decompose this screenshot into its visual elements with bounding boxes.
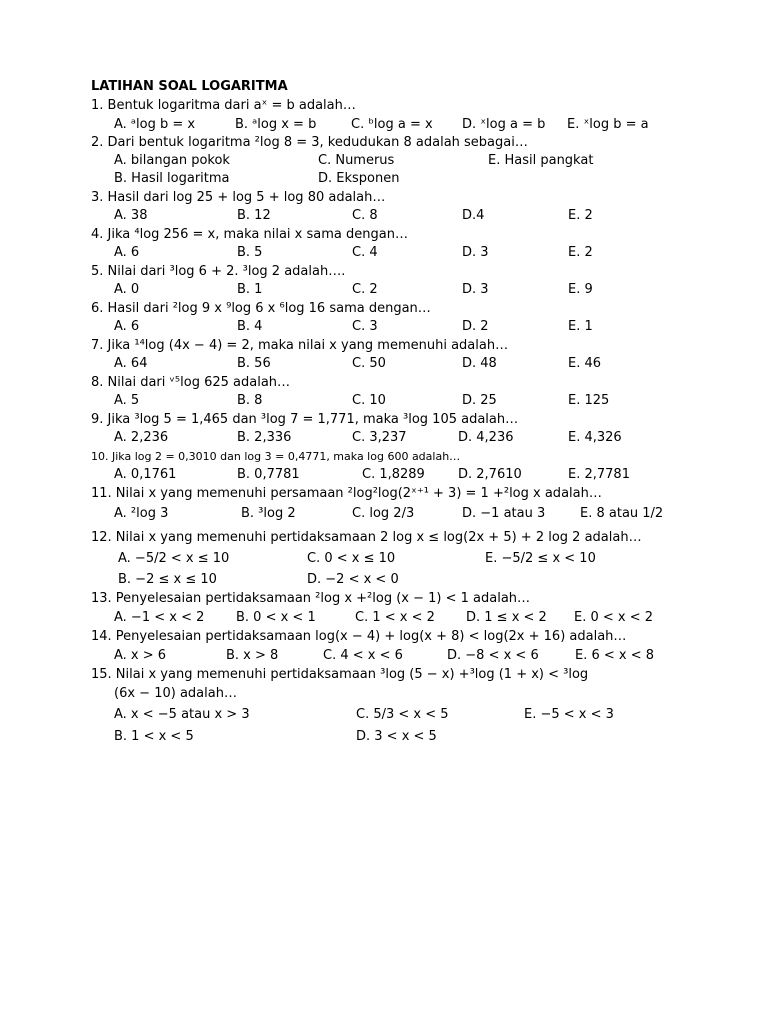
option-e: E. 0 < x < 2 [574,610,654,625]
option-c: C. 3,237 [352,430,407,445]
option-a: A. 0,1761 [114,467,177,482]
option-a: A. 38 [114,208,148,223]
question-14: 14. Penyelesaian pertidaksamaan log(x − 4) + log(x + 8) < log(2x + 16) adalah… [91,629,627,644]
option-a: A. ²log 3 [114,506,169,521]
option-b: B. 1 [237,282,263,297]
option-a: A. 0 [114,282,140,297]
option-a: A. −5/2 < x ≤ 10 [118,551,230,566]
option-d: D. −8 < x < 6 [447,648,539,663]
option-a: A. −1 < x < 2 [114,610,205,625]
question-12: 12. Nilai x yang memenuhi pertidaksamaan 2 log x ≤ log(2x + 5) + 2 log 2 adalah… [91,530,642,545]
option-b: B. 0,7781 [237,467,300,482]
question-5: 5. Nilai dari ³log 6 + 2. ³log 2 adalah…. [91,264,346,279]
option-c: C. 4 < x < 6 [323,648,403,663]
option-b: B. ³log 2 [241,506,296,521]
option-e: E. −5/2 ≤ x < 10 [485,551,596,566]
option-c: C. 1,8289 [362,467,425,482]
option-d: D. 1 ≤ x < 2 [466,610,547,625]
option-b: B. x > 8 [226,648,279,663]
option-d: D. Eksponen [318,171,400,186]
option-a: A. x > 6 [114,648,167,663]
option-a: A. 64 [114,356,148,371]
option-b: B. 1 < x < 5 [114,729,194,744]
option-b: B. 2,336 [237,430,292,445]
option-b: B. −2 ≤ x ≤ 10 [118,572,217,587]
question-4: 4. Jika ⁴log 256 = x, maka nilai x sama dengan… [91,227,408,242]
option-c: C. 50 [352,356,386,371]
option-b: B. 5 [237,245,263,260]
option-b: B. 0 < x < 1 [236,610,316,625]
option-e: E. 46 [568,356,602,371]
question-6: 6. Hasil dari ²log 9 x ⁹log 6 x ⁶log 16 sama dengan… [91,301,431,316]
question-15-continuation: (6x − 10) adalah… [114,686,237,701]
option-d: D.4 [462,208,485,223]
option-e: E. 4,326 [568,430,622,445]
question-1: 1. Bentuk logaritma dari aˣ = b adalah… [91,98,356,113]
option-e: E. 9 [568,282,593,297]
option-d: D. 48 [462,356,497,371]
question-9: 9. Jika ³log 5 = 1,465 dan ³log 7 = 1,771, maka ³log 105 adalah… [91,412,519,427]
option-b: B. 56 [237,356,271,371]
option-b: B. 12 [237,208,271,223]
option-d: D. ˣlog a = b [462,117,546,132]
option-e: E. 6 < x < 8 [575,648,655,663]
option-a: A. bilangan pokok [114,153,230,168]
option-d: D. 3 < x < 5 [356,729,437,744]
question-13: 13. Penyelesaian pertidaksamaan ²log x +²log (x − 1) < 1 adalah… [91,591,531,606]
worksheet-title: LATIHAN SOAL LOGARITMA [91,79,288,94]
option-b: B. 8 [237,393,263,408]
option-e: E. 2,7781 [568,467,630,482]
option-c: C. 8 [352,208,378,223]
option-a: A. 5 [114,393,140,408]
option-c: C. 1 < x < 2 [355,610,435,625]
option-e: E. 2 [568,208,593,223]
option-a: A. ᵃlog b = x [114,117,196,132]
option-c: C. log 2/3 [352,506,415,521]
option-e: E. 1 [568,319,593,334]
option-d: D. 2 [462,319,489,334]
option-b: B. 4 [237,319,263,334]
option-e: E. −5 < x < 3 [524,707,614,722]
option-d: D. −1 atau 3 [462,506,546,521]
option-e: E. 8 atau 1/2 [580,506,664,521]
option-d: D. 4,236 [458,430,514,445]
option-e: E. 125 [568,393,610,408]
option-c: C. 4 [352,245,378,260]
question-7: 7. Jika ¹⁴log (4x − 4) = 2, maka nilai x yang memenuhi adalah… [91,338,509,353]
option-d: D. 2,7610 [458,467,522,482]
option-d: D. −2 < x < 0 [307,572,399,587]
question-15: 15. Nilai x yang memenuhi pertidaksamaan ³log (5 − x) +³log (1 + x) < ³log [91,667,589,682]
option-a: A. 6 [114,245,140,260]
option-a: A. x < −5 atau x > 3 [114,707,250,722]
question-10: 10. Jika log 2 = 0,3010 dan log 3 = 0,4771, maka log 600 adalah… [91,450,461,463]
option-e: E. ˣlog b = a [567,117,649,132]
option-c: C. 0 < x ≤ 10 [307,551,396,566]
option-c: C. ᵇlog a = x [351,117,433,132]
question-8: 8. Nilai dari ᵛ⁵log 625 adalah… [91,375,291,390]
option-e: E. Hasil pangkat [488,153,594,168]
option-c: C. 10 [352,393,386,408]
option-a: A. 2,236 [114,430,169,445]
question-3: 3. Hasil dari log 25 + log 5 + log 80 adalah… [91,190,386,205]
option-d: D. 3 [462,282,489,297]
question-11: 11. Nilai x yang memenuhi persamaan ²log²log(2ˣ⁺¹ + 3) = 1 +²log x adalah… [91,486,602,501]
question-2: 2. Dari bentuk logaritma ²log 8 = 3, kedudukan 8 adalah sebagai… [91,135,528,150]
option-c: C. Numerus [318,153,395,168]
option-b: B. ᵃlog x = b [235,117,317,132]
option-c: C. 5/3 < x < 5 [356,707,449,722]
option-d: D. 25 [462,393,497,408]
option-c: C. 2 [352,282,378,297]
option-d: D. 3 [462,245,489,260]
option-c: C. 3 [352,319,378,334]
option-b: B. Hasil logaritma [114,171,230,186]
option-a: A. 6 [114,319,140,334]
option-e: E. 2 [568,245,593,260]
